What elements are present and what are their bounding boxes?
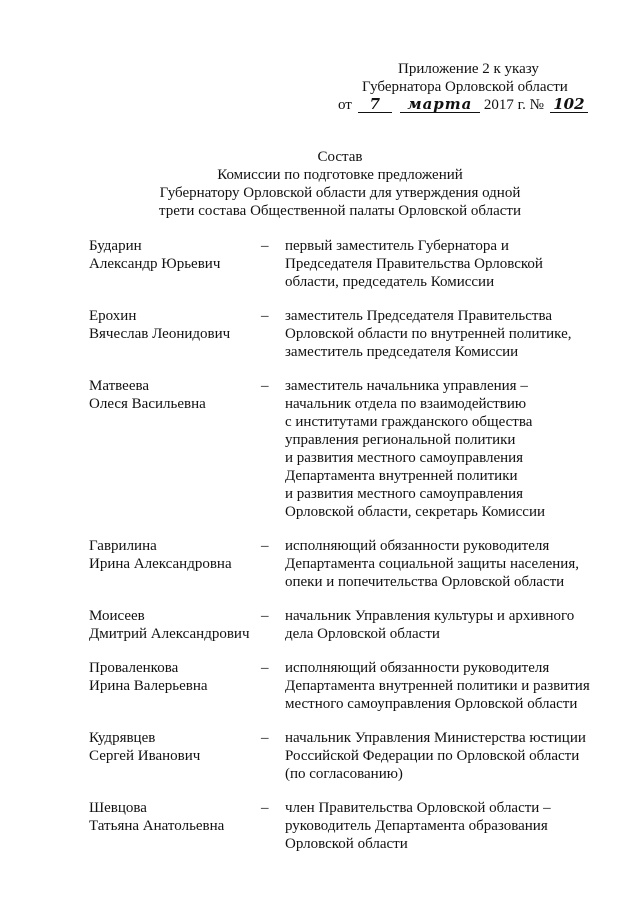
member-position <box>285 607 601 643</box>
member-name <box>89 537 261 591</box>
member-row <box>89 607 609 643</box>
title-line: Комиссии по подготовке предложений <box>217 167 463 183</box>
member-position <box>285 659 601 713</box>
appendix-line-2: Губернатора Орловской области <box>362 79 568 95</box>
member-dash: – <box>261 800 269 816</box>
members-list <box>89 237 609 869</box>
member-name-line: Ерохин <box>89 308 137 324</box>
member-name-line: Кудрявцев <box>89 730 156 746</box>
member-name-line: Проваленкова <box>89 660 179 676</box>
member-position-line: Орловской области <box>285 836 408 852</box>
handwritten-day: 7 <box>358 96 392 113</box>
title-line: Губернатору Орловской области для утверждения одной <box>159 185 521 201</box>
member-dash: – <box>261 308 269 324</box>
member-name-line: Бударин <box>89 238 142 254</box>
member-position-line: и развития местного самоуправления <box>285 486 524 502</box>
member-name-line: Татьяна Анатольевна <box>89 818 225 834</box>
member-dash: – <box>261 608 269 624</box>
member-position <box>285 729 601 783</box>
member-position-line: первый заместитель Губернатора и <box>285 238 509 254</box>
member-dash: – <box>261 660 269 676</box>
member-row <box>89 659 609 713</box>
year-text: 2017 г. № <box>483 97 544 113</box>
member-position-line: Российской Федерации по Орловской области <box>285 748 580 764</box>
member-name-line: Олеся Васильевна <box>89 396 206 412</box>
member-dash: – <box>261 538 269 554</box>
member-name-line: Ирина Александровна <box>89 556 232 572</box>
member-position-line: Департамента внутренней политики <box>285 468 518 484</box>
member-position-line: заместитель председателя Комиссии <box>285 344 519 360</box>
member-position <box>285 537 601 591</box>
member-position-line: Орловской области по внутренней политике, <box>285 326 572 342</box>
member-position <box>285 377 601 521</box>
member-position-line: заместитель начальника управления – <box>285 378 528 394</box>
member-name <box>89 237 261 291</box>
member-name <box>89 377 261 521</box>
member-dash: – <box>261 378 269 394</box>
member-position-line: местного самоуправления Орловской области <box>285 696 578 712</box>
member-row <box>89 799 609 853</box>
member-name <box>89 607 261 643</box>
member-position-line: руководитель Департамента образования <box>285 818 548 834</box>
member-row <box>89 307 609 361</box>
member-position-line: дела Орловской области <box>285 626 440 642</box>
member-name <box>89 729 261 783</box>
member-position-line: исполняющий обязанности руководителя <box>285 538 550 554</box>
title-line: трети состава Общественной палаты Орловской области <box>158 203 522 219</box>
member-row <box>89 537 609 591</box>
member-position-line: опеки и попечительства Орловской области <box>285 574 565 590</box>
appendix-header <box>338 60 598 114</box>
member-name-line: Дмитрий Александрович <box>89 626 250 642</box>
member-position-line: начальник Управления культуры и архивного <box>285 608 575 624</box>
member-name-line: Гаврилина <box>89 538 157 554</box>
member-dash: – <box>261 730 269 746</box>
member-name-line: Ирина Валерьевна <box>89 678 208 694</box>
appendix-line-1: Приложение 2 к указу <box>398 61 539 77</box>
member-name-line: Матвеева <box>89 378 150 394</box>
member-position-line: области, председатель Комиссии <box>285 274 495 290</box>
member-row <box>89 729 609 783</box>
member-position-line: начальник Управления Министерства юстиции <box>285 730 586 746</box>
member-name-line: Шевцова <box>89 800 147 816</box>
member-dash: – <box>261 238 269 254</box>
member-position <box>285 799 601 853</box>
member-name <box>89 659 261 713</box>
member-name <box>89 799 261 853</box>
member-row <box>89 377 609 521</box>
member-name <box>89 307 261 361</box>
handwritten-number: 102 <box>550 96 588 113</box>
member-name-line: Вячеслав Леонидович <box>89 326 231 342</box>
member-position-line: Орловской области, секретарь Комиссии <box>285 504 546 520</box>
member-position <box>285 307 601 361</box>
handwritten-month: марта <box>400 96 480 113</box>
member-row <box>89 237 609 291</box>
from-prefix: от <box>338 97 352 113</box>
member-position-line: управления региональной политики <box>285 432 516 448</box>
member-position-line: Департамента внутренней политики и развития <box>285 678 590 694</box>
member-position <box>285 237 601 291</box>
member-position-line: (по согласованию) <box>285 766 403 782</box>
member-name-line: Александр Юрьевич <box>89 256 221 272</box>
member-name-line: Сергей Иванович <box>89 748 201 764</box>
member-name-line: Моисеев <box>89 608 145 624</box>
member-position-line: исполняющий обязанности руководителя <box>285 660 550 676</box>
member-position-line: начальник отдела по взаимодействию <box>285 396 527 412</box>
member-position-line: член Правительства Орловской области – <box>285 800 551 816</box>
document-title <box>120 148 560 220</box>
member-position-line: Председателя Правительства Орловской <box>285 256 543 272</box>
member-position-line: и развития местного самоуправления <box>285 450 524 466</box>
member-position-line: Департамента социальной защиты населения, <box>285 556 579 572</box>
member-position-line: заместитель Председателя Правительства <box>285 308 553 324</box>
member-position-line: с институтами гражданского общества <box>285 414 533 430</box>
appendix-date-line <box>338 96 598 114</box>
title-line: Состав <box>317 149 363 165</box>
